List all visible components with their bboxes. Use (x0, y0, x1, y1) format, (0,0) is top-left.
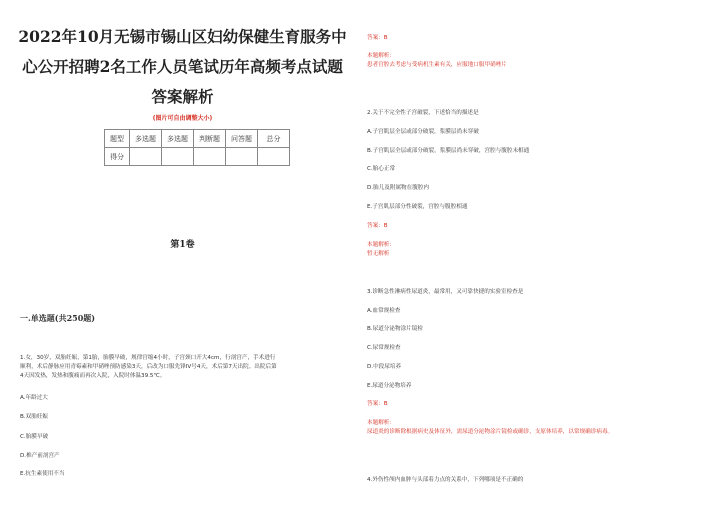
title-line-3: 答案解析 (151, 87, 214, 106)
q2-answer: 答案：B (367, 223, 388, 229)
q1-option-b: B.双胎妊娠 (20, 414, 48, 420)
score-table-header-row (105, 130, 290, 148)
score-cell (258, 148, 290, 166)
q2-option-b: B.子宫肌层全层或部分破裂，浆膜层尚未穿破，宫腔与腹腔未相通 (367, 148, 530, 154)
q3-answer: 答案：B (367, 401, 388, 407)
question-3: 3.诊断急性淋病性尿道炎，最常用，又可靠快捷的实验室检查是 (367, 289, 524, 295)
score-table (104, 129, 290, 166)
q2-option-c: C.胎心正常 (367, 166, 396, 172)
score-header-cell: 题型 (105, 130, 130, 148)
q2-explanation-label: 本题解析： (367, 242, 395, 248)
score-header-cell: 多选题 (130, 130, 162, 148)
question-4: 4.外伤性颅内血肿与头部着力点的关系中，下列哪项是不正确的 (367, 477, 524, 483)
q1-option-c: C.胎膜早破 (20, 434, 49, 440)
question-1-line: 4天因发热，发热和腹痛而再次入院，入院时体温39.5℃。 (20, 373, 166, 379)
question-1 (20, 354, 355, 381)
title-line-1: 2022年10月无锡市锡山区妇幼保健生育服务中 (18, 27, 347, 46)
q3-explanation-label: 本题解析： (367, 420, 395, 426)
q1-explanation: 患者宫腔去考虑与受病机生素有关，应服地口服甲硝唑片 (367, 62, 507, 68)
volume-heading: 第1卷 (170, 240, 195, 250)
question-1-line: 顺利，术后静脉应用青霉素和甲硝唑预防感染3天，后改为口服先锋IV号4天，术后第7天出院。出院后第 (20, 364, 277, 370)
score-header-cell: 判断题 (194, 130, 226, 148)
q1-option-e: E.抗生素使用不当 (20, 471, 65, 477)
q2-option-a: A.子宫肌层全层或部分破裂，浆膜层尚未穿破 (367, 129, 479, 135)
score-cell (162, 148, 194, 166)
q3-option-d: D.中段尿培养 (367, 364, 402, 370)
q2-option-d: D.胎儿及附属物在腹腔内 (367, 185, 430, 191)
section-title: 一.单选题(共250题) (20, 313, 96, 323)
score-header-cell: 问答题 (226, 130, 258, 148)
document-title (10, 22, 355, 112)
score-table-score-row (105, 148, 290, 166)
q3-explanation: 尿道炎的诊断除根据病史及体征外，需尿道分泌物涂片镜检或确诊，支原体培养，以常规确诊病毒。 (367, 429, 614, 435)
q3-option-a: A.血常规检查 (367, 308, 401, 314)
q1-option-d: D.椎产前剖宫产 (20, 453, 60, 459)
question-2: 2.关于不完全性子宫破裂，下述恰当的描述是 (367, 110, 479, 116)
image-resize-note: (图片可自由调整大小) (152, 115, 213, 122)
q1-answer: 答案：B (367, 35, 388, 41)
q2-option-e: E.子宫肌层部分性破裂，宫腔与腹腔相通 (367, 204, 468, 210)
score-header-cell: 总分 (258, 130, 290, 148)
title-line-2: 心公开招聘2名工作人员笔试历年高频考点试题 (22, 57, 343, 76)
q1-option-a: A.年龄过大 (20, 395, 48, 401)
score-cell (194, 148, 226, 166)
score-row-label: 得分 (105, 148, 130, 166)
q1-explanation-label: 本题解析： (367, 53, 395, 59)
score-cell (130, 148, 162, 166)
score-header-cell: 多选题 (162, 130, 194, 148)
q3-option-c: C.尿常规检查 (367, 345, 401, 351)
question-1-line: 1.女，30岁，双胎妊娠，第1胎，胎膜早破，规律宫缩4小时，子宫颈口开大4cm，行剖宫产，手术进行 (20, 355, 276, 361)
q3-option-b: B.尿道分泌物涂片镜检 (367, 326, 423, 332)
q3-option-e: E.尿道分泌物培养 (367, 383, 412, 389)
score-cell (226, 148, 258, 166)
q2-explanation: 暂无解析 (367, 251, 390, 257)
